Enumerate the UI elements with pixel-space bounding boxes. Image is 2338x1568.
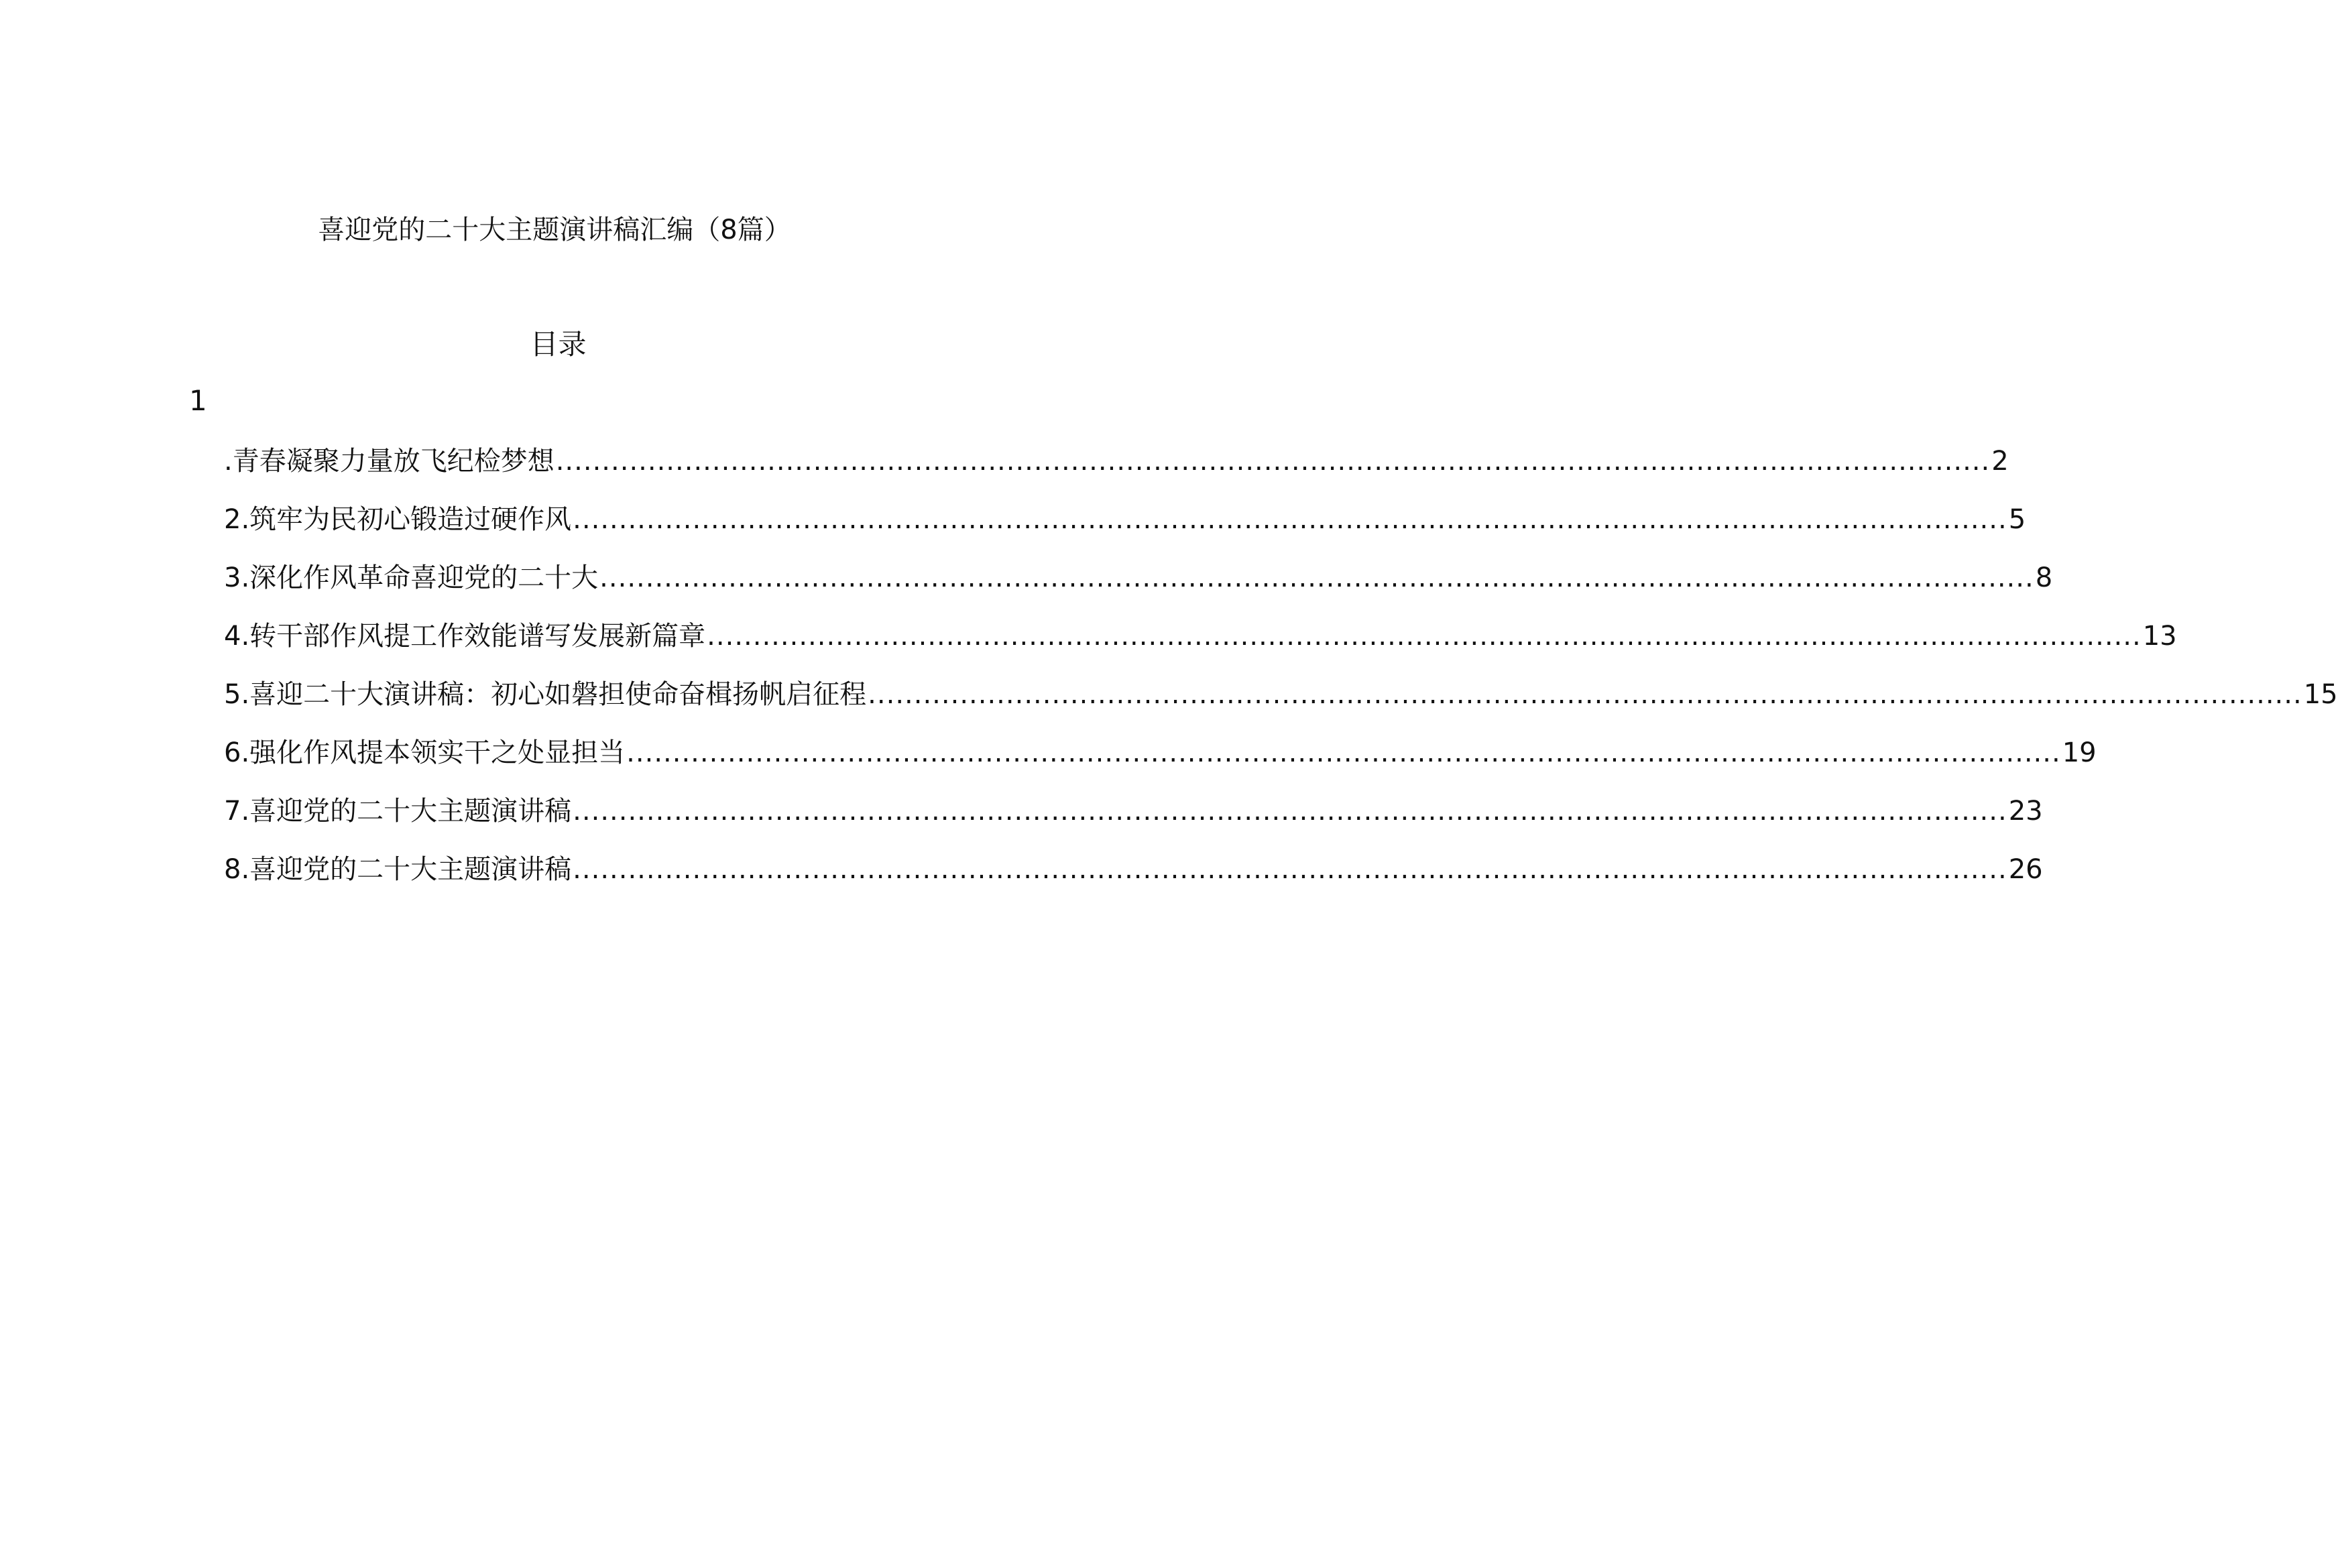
- toc-entry-label: 7.喜迎党的二十大主题演讲稿: [224, 796, 572, 827]
- toc-dot-leader: ............................................................................................................................................................: [573, 504, 2007, 535]
- toc-entry-label: 2.筑牢为民初心锻造过硬作风: [224, 504, 572, 535]
- toc-entry-1[interactable]: [224, 444, 2009, 502]
- table-of-contents: [224, 444, 2338, 910]
- toc-dot-leader: ............................................................................................................................................................: [707, 621, 2142, 652]
- toc-heading: 目录: [530, 328, 587, 361]
- toc-entry-3[interactable]: [224, 560, 2053, 619]
- toc-entry-label: .青春凝聚力量放飞纪检梦想: [224, 446, 554, 477]
- document-title: 喜迎党的二十大主题演讲稿汇编（8篇）: [318, 215, 791, 245]
- toc-page-number: 2: [1991, 446, 2009, 477]
- toc-page-number: 13: [2142, 621, 2177, 652]
- toc-page-number: 26: [2008, 854, 2043, 885]
- toc-dot-leader: ............................................................................................................................................................: [573, 854, 2007, 885]
- toc-entry-8[interactable]: [224, 852, 2043, 910]
- toc-page-number: 5: [2008, 504, 2026, 535]
- toc-entry-label: 8.喜迎党的二十大主题演讲稿: [224, 854, 572, 885]
- toc-entry-label: 5.喜迎二十大演讲稿：初心如磐担使命奋楫扬帆启征程: [224, 679, 867, 710]
- toc-page-number: 23: [2008, 796, 2043, 827]
- toc-dot-leader: ............................................................................................................................................................: [868, 679, 2302, 710]
- toc-entry-4[interactable]: [224, 619, 2177, 677]
- toc-dot-leader: ............................................................................................................................................................: [599, 562, 2034, 593]
- toc-entry-label: 3.深化作风革命喜迎党的二十大: [224, 562, 599, 593]
- toc-entry-label: 4.转干部作风提工作效能谱写发展新篇章: [224, 621, 706, 652]
- toc-dot-leader: ............................................................................................................................................................: [626, 737, 2061, 768]
- toc-dot-leader: ............................................................................................................................................................: [573, 796, 2007, 827]
- toc-entry-2[interactable]: [224, 502, 2026, 560]
- toc-page-number: 15: [2303, 679, 2338, 710]
- toc-dot-leader: ............................................................................................................................................................: [555, 446, 1991, 477]
- toc-entry-7[interactable]: [224, 794, 2043, 852]
- toc-entry-6[interactable]: [224, 735, 2097, 794]
- toc-page-number: 8: [2035, 562, 2053, 593]
- stray-number: 1: [189, 384, 207, 417]
- toc-page-number: 19: [2062, 737, 2097, 768]
- toc-entry-5[interactable]: [224, 677, 2338, 735]
- toc-entry-label: 6.强化作风提本领实干之处显担当: [224, 737, 626, 768]
